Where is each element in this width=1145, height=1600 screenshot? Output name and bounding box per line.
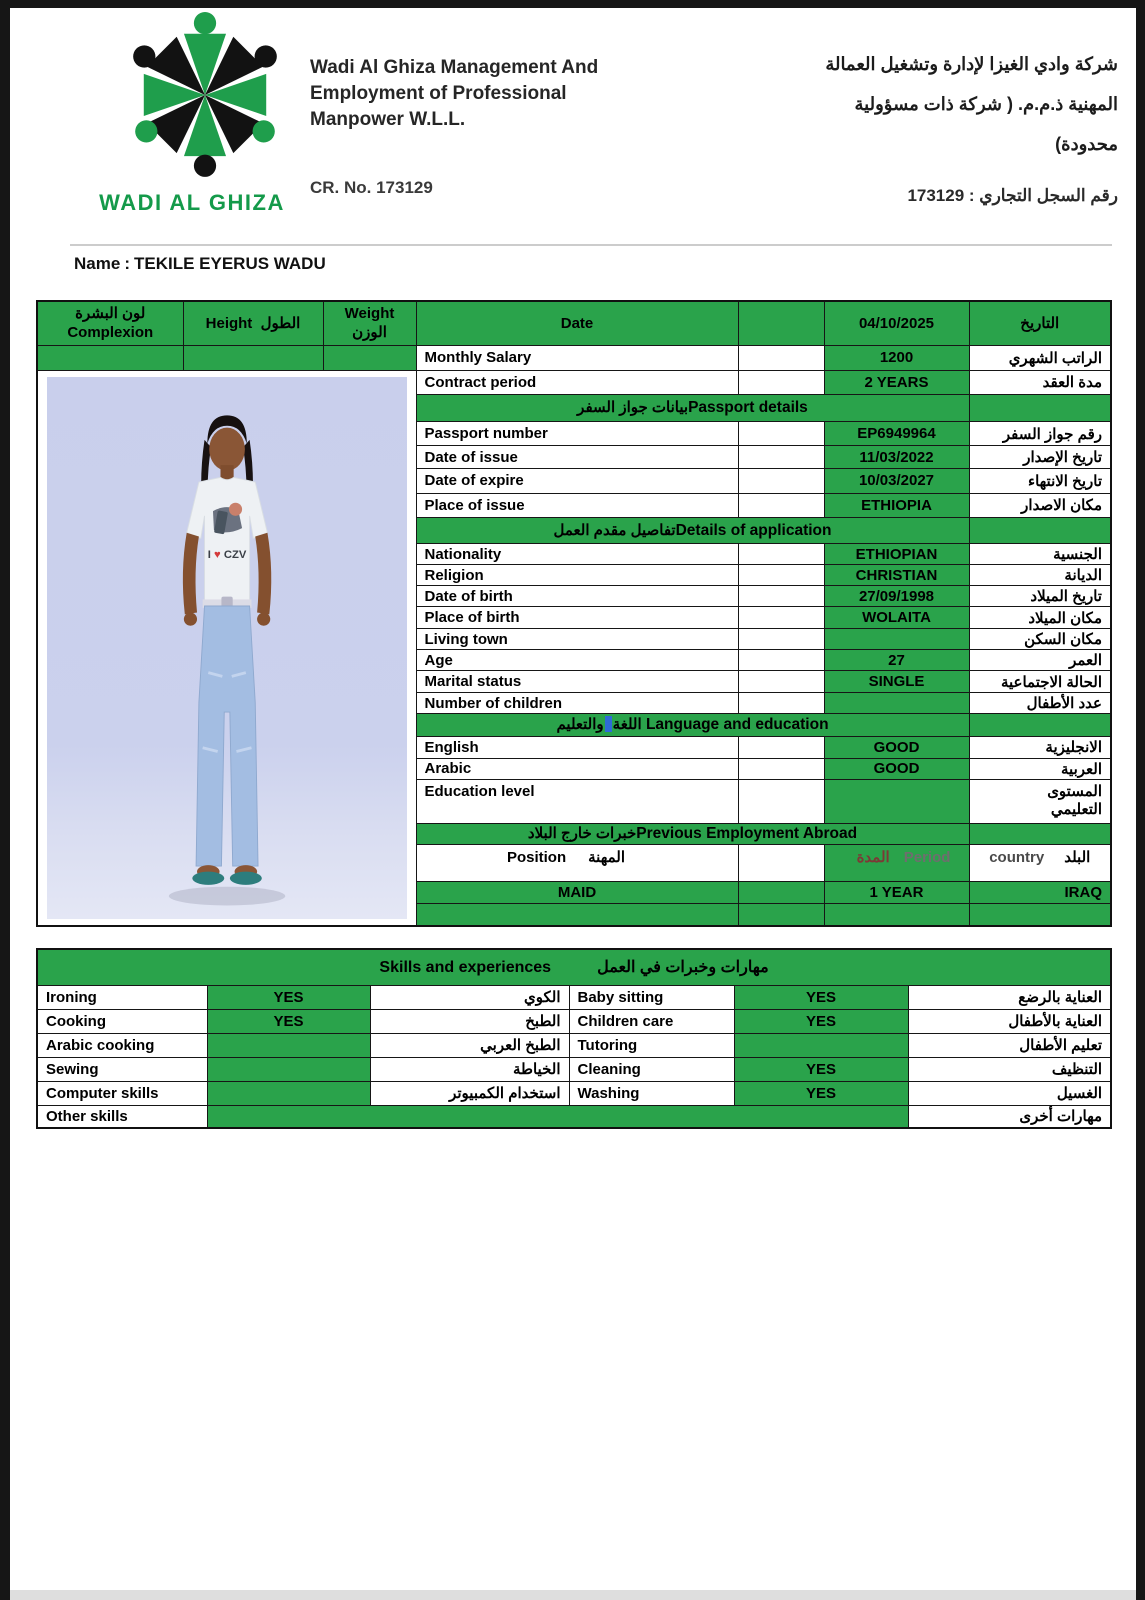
religion-label-ar: الديانة	[969, 565, 1111, 586]
country-column-header: country البلد	[969, 844, 1111, 881]
spacer-cell	[738, 493, 824, 517]
skill-label-ar: الكوي	[370, 985, 569, 1009]
passport-number-label-ar: رقم جواز السفر	[969, 422, 1111, 446]
place-of-issue-value: ETHIOPIA	[824, 493, 969, 517]
religion-label: Religion	[416, 565, 738, 586]
other-skills-label: Other skills	[37, 1105, 207, 1128]
spacer-cell	[738, 881, 824, 903]
place-of-birth-value: WOLAITA	[824, 607, 969, 629]
application-details-section-header: تفاصيل مقدم العملDetails of application	[416, 517, 969, 543]
skill-label-ar: الطبخ العربي	[370, 1033, 569, 1057]
date-of-issue-label-ar: تاريخ الإصدار	[969, 446, 1111, 469]
spacer-cell	[738, 671, 824, 693]
company-name-ar-line1: شركة وادي الغيزا لإدارة وتشغيل العمالة	[825, 54, 1118, 74]
height-value	[183, 345, 323, 370]
date-value: 04/10/2025	[824, 301, 969, 345]
skill-label: Ironing	[37, 985, 207, 1009]
contract-period-value: 2 YEARS	[824, 370, 969, 394]
complexion-value	[37, 345, 183, 370]
employment-country-value: IRAQ	[969, 881, 1111, 903]
skill-value	[207, 1033, 370, 1057]
living-town-value	[824, 629, 969, 650]
spacer-cell	[738, 544, 824, 565]
contract-period-label-ar: مدة العقد	[969, 370, 1111, 394]
marital-status-label: Marital status	[416, 671, 738, 693]
skill-label: Cooking	[37, 1009, 207, 1033]
arabic-label: Arabic	[416, 758, 738, 779]
place-of-issue-label-ar: مكان الاصدار	[969, 493, 1111, 517]
skill-label: Computer skills	[37, 1081, 207, 1105]
applicant-name-line	[74, 254, 326, 274]
company-name-ar	[688, 44, 1118, 164]
number-of-children-label: Number of children	[416, 693, 738, 714]
period-column-header: المدة Period	[824, 844, 969, 881]
nationality-value: ETHIOPIAN	[824, 544, 969, 565]
place-of-issue-label: Place of issue	[416, 493, 738, 517]
spacer-cell	[738, 446, 824, 469]
spacer-cell	[738, 736, 824, 758]
skill-value: YES	[207, 1009, 370, 1033]
skill-label-ar: الغسيل	[908, 1081, 1111, 1105]
skill-label: Arabic cooking	[37, 1033, 207, 1057]
skill-value	[207, 1057, 370, 1081]
section-header-side-cell	[969, 823, 1111, 844]
age-value: 27	[824, 650, 969, 671]
skill-value	[734, 1033, 908, 1057]
document-page	[10, 8, 1136, 1590]
skill-label-ar: العناية بالأطفال	[908, 1009, 1111, 1033]
employment-position-empty	[416, 903, 738, 925]
monthly-salary-label: Monthly Salary	[416, 345, 738, 370]
employment-country-empty	[969, 903, 1111, 925]
number-of-children-value	[824, 693, 969, 714]
section-header-side-cell	[969, 394, 1111, 421]
date-label: Date	[416, 301, 738, 345]
company-name-en-line2: Employment of Professional	[310, 83, 567, 104]
spacer-cell	[738, 844, 824, 881]
employment-period-empty	[824, 903, 969, 925]
passport-details-section-header: بيانات جواز السفرPassport details	[416, 394, 969, 421]
company-name-en-line3: Manpower W.L.L.	[310, 109, 466, 130]
employment-period-value: 1 YEAR	[824, 881, 969, 903]
other-skills-value	[207, 1105, 908, 1128]
skill-value: YES	[734, 985, 908, 1009]
spacer-cell	[738, 586, 824, 607]
company-name-en	[310, 55, 670, 133]
cr-number-en: CR. No. 173129	[310, 178, 433, 197]
skill-value	[207, 1081, 370, 1105]
spacer-cell	[738, 607, 824, 629]
date-of-birth-value: 27/09/1998	[824, 586, 969, 607]
number-of-children-label-ar: عدد الأطفال	[969, 693, 1111, 714]
age-label: Age	[416, 650, 738, 671]
applicant-name: TEKILE EYERUS WADU	[133, 254, 326, 273]
skill-label: Cleaning	[569, 1057, 734, 1081]
date-of-issue-value: 11/03/2022	[824, 446, 969, 469]
text-selection-artifact	[605, 716, 612, 732]
date-of-birth-label-ar: تاريخ الميلاد	[969, 586, 1111, 607]
skill-label-ar: استخدام الكمبيوتر	[370, 1081, 569, 1105]
passport-number-label: Passport number	[416, 422, 738, 446]
employment-position-value: MAID	[416, 881, 738, 903]
date-of-issue-label: Date of issue	[416, 446, 738, 469]
skill-value: YES	[207, 985, 370, 1009]
skill-label: Sewing	[37, 1057, 207, 1081]
living-town-label-ar: مكان السكن	[969, 629, 1111, 650]
company-name-en-line1: Wadi Al Ghiza Management And	[310, 57, 599, 78]
education-level-label-ar: المستوى التعليمي	[969, 779, 1111, 823]
header-divider	[70, 244, 1112, 246]
weight-value	[323, 345, 416, 370]
nationality-label-ar: الجنسية	[969, 544, 1111, 565]
spacer-cell	[738, 345, 824, 370]
skill-label-ar: العناية بالرضع	[908, 985, 1111, 1009]
complexion-header: لون البشرة Complexion	[37, 301, 183, 345]
place-of-birth-label-ar: مكان الميلاد	[969, 607, 1111, 629]
skill-label: Children care	[569, 1009, 734, 1033]
age-label-ar: العمر	[969, 650, 1111, 671]
skill-label-ar: التنظيف	[908, 1057, 1111, 1081]
svg-text:I ♥ CZV: I ♥ CZV	[207, 548, 247, 561]
spacer-cell	[738, 650, 824, 671]
spacer-cell	[738, 422, 824, 446]
wadi-al-ghiza-logo-icon	[112, 12, 298, 184]
company-name-ar-line3: محدودة)	[1055, 134, 1118, 154]
spacer-cell	[738, 565, 824, 586]
spacer-cell	[738, 758, 824, 779]
nationality-label: Nationality	[416, 544, 738, 565]
skill-label-ar: تعليم الأطفال	[908, 1033, 1111, 1057]
spacer-cell	[738, 629, 824, 650]
applicant-photo	[47, 377, 407, 919]
height-header: Height الطول	[183, 301, 323, 345]
contract-period-label: Contract period	[416, 370, 738, 394]
spacer-cell	[738, 779, 824, 823]
other-skills-label-ar: مهارات أخرى	[908, 1105, 1111, 1128]
page-bottom-edge	[10, 1590, 1136, 1600]
skill-value: YES	[734, 1081, 908, 1105]
cr-number-ar: رقم السجل التجاري : 173129	[907, 186, 1118, 205]
date-of-expire-label-ar: تاريخ الانتهاء	[969, 469, 1111, 493]
skill-label-ar: الطبخ	[370, 1009, 569, 1033]
skill-value: YES	[734, 1009, 908, 1033]
applicant-photo-cell	[37, 370, 416, 926]
spacer-cell	[738, 903, 824, 925]
marital-status-label-ar: الحالة الاجتماعية	[969, 671, 1111, 693]
weight-header: Weight الوزن	[323, 301, 416, 345]
skills-table	[36, 948, 1112, 1129]
date-of-expire-value: 10/03/2027	[824, 469, 969, 493]
passport-number-value: EP6949964	[824, 422, 969, 446]
name-label: Name	[74, 254, 121, 273]
spacer-cell	[738, 469, 824, 493]
date-of-expire-label: Date of expire	[416, 469, 738, 493]
name-separator: :	[124, 254, 130, 273]
skill-value: YES	[734, 1057, 908, 1081]
monthly-salary-label-ar: الراتب الشهري	[969, 345, 1111, 370]
spacer-cell	[738, 370, 824, 394]
section-header-side-cell	[969, 517, 1111, 543]
position-column-header: Position المهنة	[416, 844, 738, 881]
arabic-label-ar: العربية	[969, 758, 1111, 779]
date-of-birth-label: Date of birth	[416, 586, 738, 607]
skill-label: Tutoring	[569, 1033, 734, 1057]
education-level-value	[824, 779, 969, 823]
place-of-birth-label: Place of birth	[416, 607, 738, 629]
religion-value: CHRISTIAN	[824, 565, 969, 586]
education-level-label: Education level	[416, 779, 738, 823]
bio-data-table	[36, 300, 1112, 927]
skill-label-ar: الخياطة	[370, 1057, 569, 1081]
skills-table-header: Skills and experiences مهارات وخبرات في العمل	[37, 949, 1111, 985]
spacer-cell	[738, 693, 824, 714]
brand-wordmark: WADI AL GHIZA	[99, 190, 285, 215]
monthly-salary-value: 1200	[824, 345, 969, 370]
previous-employment-section-header: خبرات خارج البلادPrevious Employment Abroad	[416, 823, 969, 844]
spacer-cell	[738, 301, 824, 345]
company-name-ar-line2: المهنية ذ.م.م. ( شركة ذات مسؤولية	[854, 94, 1118, 114]
skill-label: Baby sitting	[569, 985, 734, 1009]
arabic-value: GOOD	[824, 758, 969, 779]
english-value: GOOD	[824, 736, 969, 758]
language-education-section-header: اللغةوالتعليم Language and education	[416, 714, 969, 736]
marital-status-value: SINGLE	[824, 671, 969, 693]
skill-label: Washing	[569, 1081, 734, 1105]
living-town-label: Living town	[416, 629, 738, 650]
english-label-ar: الانجليزية	[969, 736, 1111, 758]
english-label: English	[416, 736, 738, 758]
section-header-side-cell	[969, 714, 1111, 736]
date-label-ar: التاريخ	[969, 301, 1111, 345]
